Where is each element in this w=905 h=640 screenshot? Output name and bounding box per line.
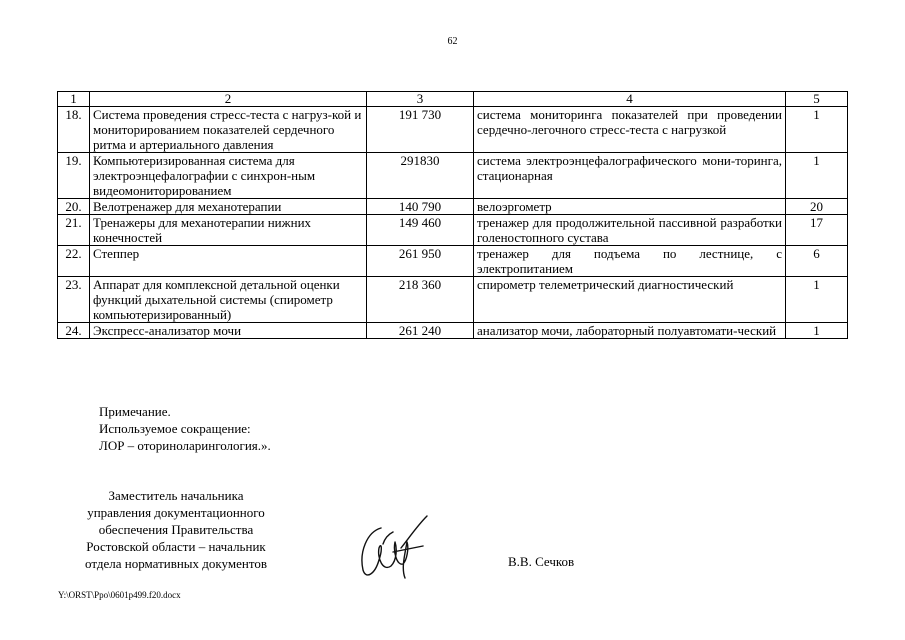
description-cell: анализатор мочи, лабораторный полуавтомати-ческий — [474, 323, 786, 339]
description-cell: спирометр телеметрический диагностический — [474, 277, 786, 323]
price-cell: 261 240 — [367, 323, 474, 339]
quantity-cell: 17 — [786, 215, 848, 246]
row-number-cell: 23. — [58, 277, 90, 323]
quantity-cell: 1 — [786, 153, 848, 199]
row-number-cell: 20. — [58, 199, 90, 215]
note-title: Примечание. — [99, 404, 171, 419]
signer-name: В.В. Сечков — [508, 554, 575, 569]
price-cell: 291830 — [367, 153, 474, 199]
quantity-cell: 20 — [786, 199, 848, 215]
row-number-cell: 21. — [58, 215, 90, 246]
column-header: 5 — [786, 92, 848, 107]
note-line: ЛОР – оториноларингология.». — [99, 438, 271, 453]
equipment-name-cell: Компьютеризированная система для электроэнцефалографии с синхрон-ным видеомониторированием — [90, 153, 367, 199]
description-cell: тренажер для продолжительной пассивной разработки голеностопного сустава — [474, 215, 786, 246]
description-cell: велоэргометр — [474, 199, 786, 215]
table-row — [58, 199, 848, 215]
row-number-cell: 22. — [58, 246, 90, 277]
note-line: Используемое сокращение: — [99, 421, 251, 436]
quantity-cell: 6 — [786, 246, 848, 277]
signer-position — [60, 487, 292, 572]
quantity-cell: 1 — [786, 277, 848, 323]
description-cell: тренажер для подъема по лестнице, с электропитанием — [474, 246, 786, 277]
table-row — [58, 215, 848, 246]
description-cell: система мониторинга показателей при проведении сердечно-легочного стресс-теста с нагрузкой — [474, 107, 786, 153]
column-header: 3 — [367, 92, 474, 107]
equipment-name-cell: Система проведения стресс-теста с нагруз-кой и мониторированием показателей сердечного ритма и артериального давления — [90, 107, 367, 153]
equipment-table — [57, 91, 848, 339]
price-cell: 218 360 — [367, 277, 474, 323]
price-cell: 140 790 — [367, 199, 474, 215]
file-path: Y:\ORST\Ppo\0601p499.f20.docx — [58, 590, 181, 600]
equipment-name-cell: Велотренажер для механотерапии — [90, 199, 367, 215]
table-row — [58, 323, 848, 339]
signer-position-line: управления документационного — [87, 505, 265, 520]
price-cell: 191 730 — [367, 107, 474, 153]
equipment-name-cell: Аппарат для комплексной детальной оценки функций дыхательной системы (спирометр компьютеризированный) — [90, 277, 367, 323]
signer-position-line: обеспечения Правительства — [98, 522, 254, 537]
column-header: 1 — [58, 92, 90, 107]
handwritten-signature — [353, 508, 433, 588]
column-header: 2 — [90, 92, 367, 107]
column-header: 4 — [474, 92, 786, 107]
page-number: 62 — [447, 36, 458, 47]
table-row — [58, 107, 848, 153]
signer-position-line: Заместитель начальника — [108, 488, 244, 503]
equipment-name-cell: Тренажеры для механотерапии нижних конечностей — [90, 215, 367, 246]
table-header-row — [58, 92, 848, 107]
table-row — [58, 153, 848, 199]
signer-position-line: Ростовской области – начальник — [86, 539, 266, 554]
row-number-cell: 24. — [58, 323, 90, 339]
row-number-cell: 19. — [58, 153, 90, 199]
price-cell: 261 950 — [367, 246, 474, 277]
equipment-name-cell: Степпер — [90, 246, 367, 277]
row-number-cell: 18. — [58, 107, 90, 153]
table-row — [58, 246, 848, 277]
note — [99, 403, 271, 454]
equipment-name-cell: Экспресс-анализатор мочи — [90, 323, 367, 339]
description-cell: система электроэнцефалографического мони-торинга, стационарная — [474, 153, 786, 199]
quantity-cell: 1 — [786, 107, 848, 153]
signer-position-line: отдела нормативных документов — [85, 556, 267, 571]
table-row — [58, 277, 848, 323]
quantity-cell: 1 — [786, 323, 848, 339]
price-cell: 149 460 — [367, 215, 474, 246]
